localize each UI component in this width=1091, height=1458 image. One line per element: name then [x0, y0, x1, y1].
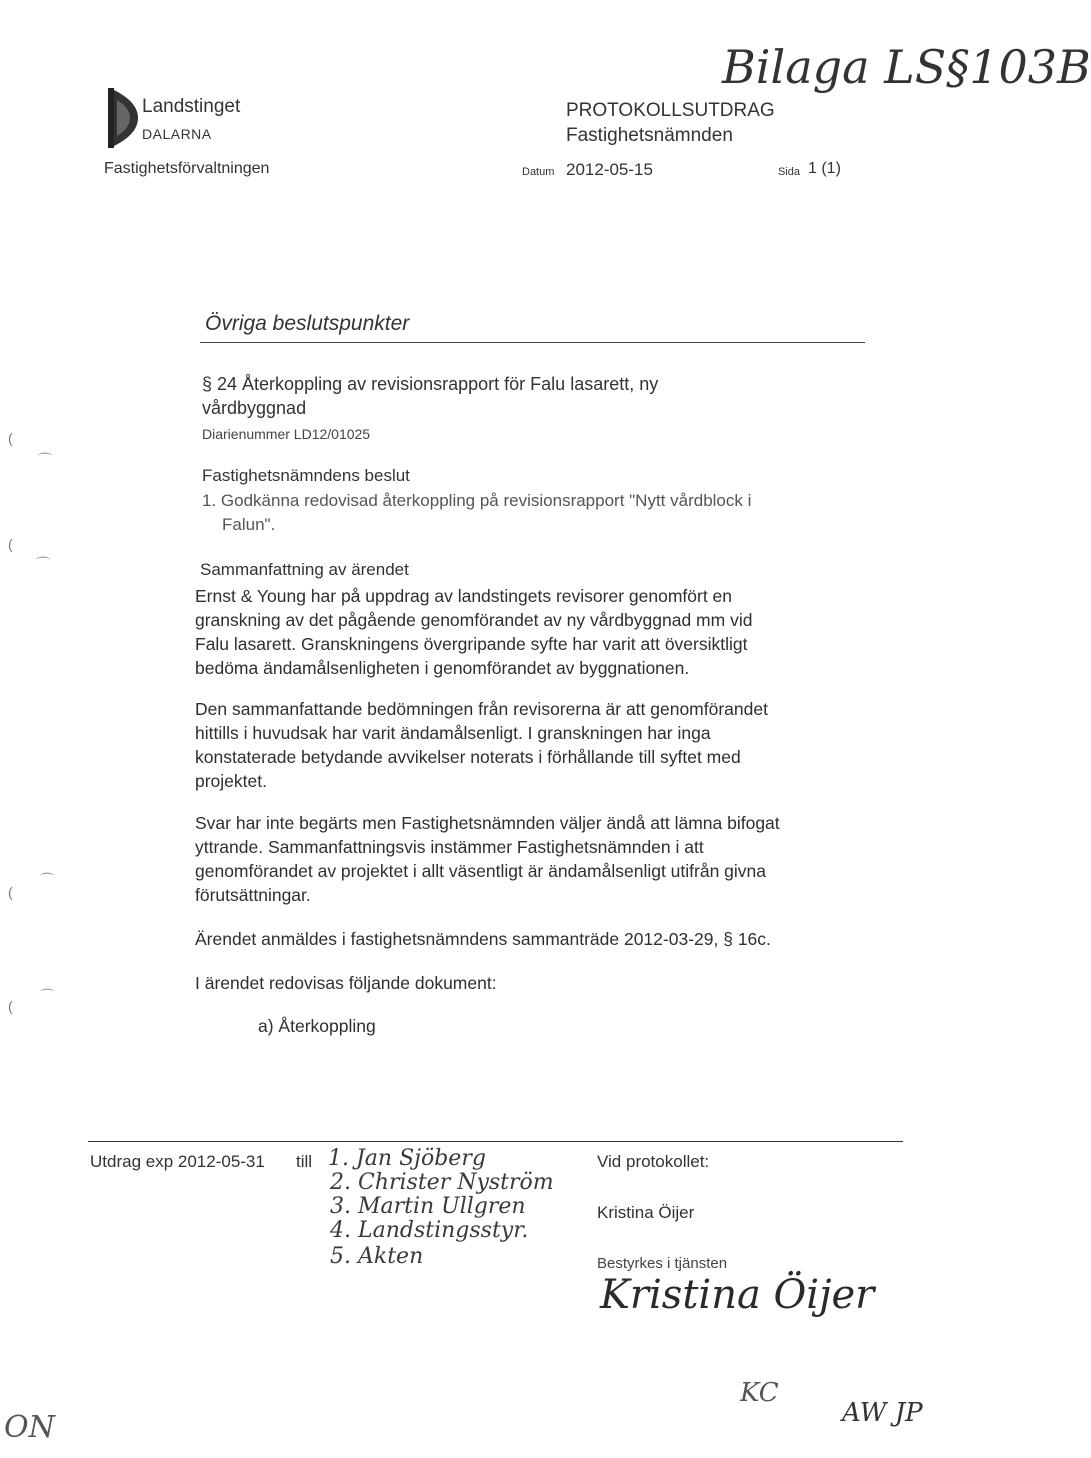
initials-left: ON: [4, 1410, 55, 1445]
summary-p1-line: bedöma ändamålsenligheten i genomförandet av byggnationen.: [195, 658, 690, 678]
footer-rule: [88, 1141, 903, 1142]
summary-p2-line: Den sammanfattande bedömningen från revisorerna är att genomförandet: [195, 699, 768, 719]
diary-number: Diarienummer LD12/01025: [202, 426, 371, 442]
initials-kc: KC: [740, 1378, 779, 1408]
summary-p1-line: Falu lasarett. Granskningens övergripande syfte har varit att översiktligt: [195, 634, 748, 654]
summary-p2-line: konstaterade betydande avvikelser noterats i förhållande till syftet med: [195, 747, 741, 767]
recipient-5: 5. Akten: [330, 1244, 424, 1269]
org-name: Landstinget: [142, 96, 241, 117]
summary-p3-line: genomförandet av projektet i allt väsentligt är ändamålsenligt utifrån givna: [195, 861, 767, 881]
handwritten-reference: Bilaga LS§103B: [722, 40, 1091, 94]
section-title: Övriga beslutspunkter: [205, 312, 410, 335]
summary-paragraph-2: [195, 697, 875, 793]
document-list-item: a) Återkoppling: [258, 1016, 376, 1036]
recipient-3: 3. Martin Ullgren: [330, 1194, 526, 1219]
recipient-2: 2. Christer Nyström: [330, 1170, 554, 1195]
margin-mark: (: [8, 430, 13, 446]
margin-mark: ⌒: [38, 452, 52, 468]
signer-name: Kristina Öijer: [597, 1203, 695, 1222]
summary-p3-line: Svar har inte begärts men Fastighetsnämnden väljer ändå att lämna bifogat: [195, 813, 780, 833]
date-value: 2012-05-15: [566, 160, 653, 179]
item-title-line1: § 24 Återkoppling av revisionsrapport för Falu lasarett, ny: [202, 374, 659, 394]
decision-line1: 1. Godkänna redovisad återkoppling på revisionsrapport "Nytt vårdblock i: [202, 491, 752, 510]
page-value: 1 (1): [808, 160, 841, 177]
section-title-rule: [200, 342, 865, 343]
summary-p2-line: projektet.: [195, 771, 267, 791]
summary-paragraph-1: [195, 584, 875, 680]
decision-line2: Falun".: [222, 515, 276, 534]
till-label: till: [296, 1152, 313, 1171]
margin-mark: (: [8, 998, 13, 1014]
summary-p3-line: förutsättningar.: [195, 885, 311, 905]
signature: Kristina Öijer: [600, 1272, 875, 1318]
summary-p1-line: granskning av det pågående genomförandet av ny vårdbyggnad mm vid: [195, 610, 753, 630]
summary-p1-line: Ernst & Young har på uppdrag av landstingets revisorer genomfört en: [195, 586, 733, 606]
margin-mark: ⌒: [40, 988, 54, 1004]
extract-date: Utdrag exp 2012-05-31: [90, 1152, 265, 1171]
margin-mark: ⌒: [40, 872, 54, 888]
protocol-label: Vid protokollet:: [597, 1152, 710, 1171]
margin-mark: ⌒: [36, 556, 50, 572]
summary-p3-line: yttrande. Sammanfattningsvis instämmer Fastighetsnämnden i att: [195, 837, 704, 857]
recipient-1: 1. Jan Sjöberg: [328, 1146, 486, 1171]
department: Fastighetsförvaltningen: [104, 160, 270, 177]
decision-heading: Fastighetsnämndens beslut: [202, 466, 410, 485]
item-title-line2: vårdbyggnad: [202, 398, 307, 418]
summary-paragraph-5: I ärendet redovisas följande dokument:: [195, 973, 497, 993]
summary-p2-line: hittills i huvudsak har varit ändamålsenligt. I granskningen har inga: [195, 723, 711, 743]
summary-paragraph-4: Ärendet anmäldes i fastighetsnämndens sammanträde 2012-03-29, § 16c.: [195, 929, 771, 949]
landstinget-logo-icon: [108, 88, 138, 148]
page-label: Sida: [778, 166, 801, 178]
committee-name: Fastighetsnämnden: [566, 125, 733, 146]
document-type: PROTOKOLLSUTDRAG: [566, 100, 775, 121]
recipient-4: 4. Landstingsstyr.: [330, 1218, 529, 1243]
margin-mark: (: [8, 536, 13, 552]
org-sub: DALARNA: [142, 126, 212, 142]
initials-right: AW JP: [842, 1398, 923, 1428]
certified-label: Bestyrkes i tjänsten: [597, 1255, 728, 1272]
date-label: Datum: [522, 166, 555, 178]
summary-paragraph-3: [195, 811, 875, 907]
summary-heading: Sammanfattning av ärendet: [200, 560, 409, 579]
margin-mark: (: [8, 884, 13, 900]
